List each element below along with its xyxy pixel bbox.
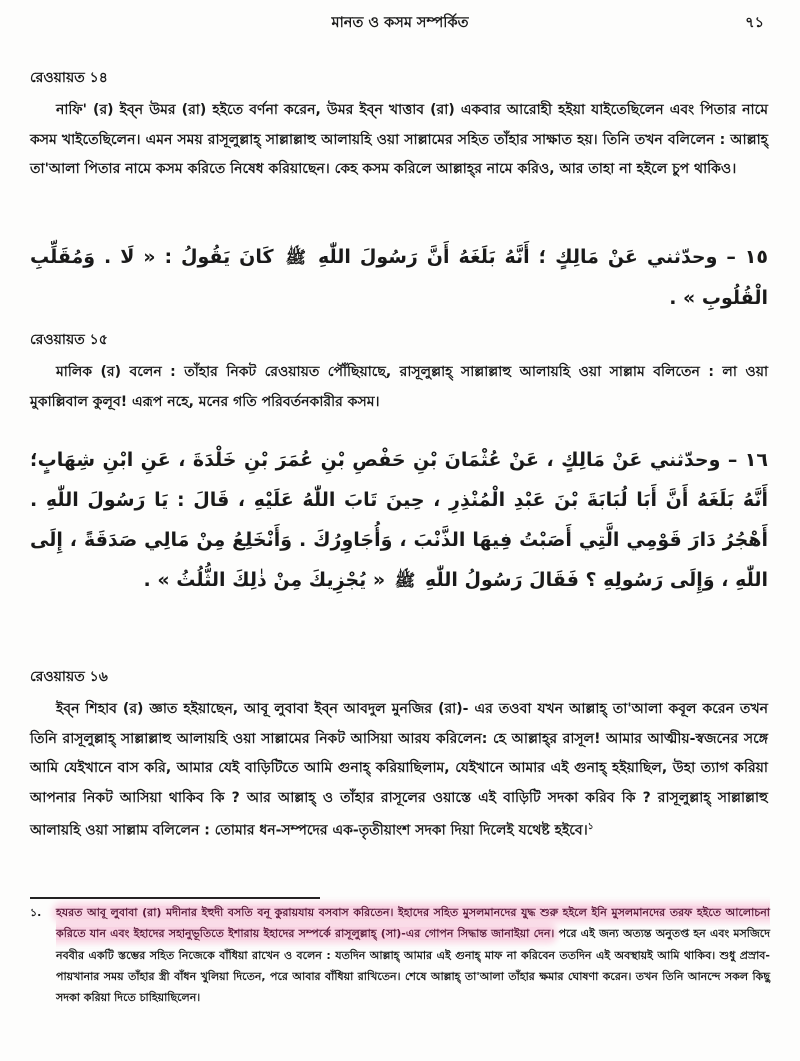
arabic-text: ١٥ – وحدّثني عَنْ مَالِكٍ ؛ أَنَّهُ بَلَغَهُ أَنَّ رَسُولَ اللّٰهِ <box>317 246 768 268</box>
paragraph-text: ইব্ন শিহাব (র) জ্ঞাত হইয়াছেন, আবূ লুবাবা ইব্ন আবদুল মুনজির (রা)- এর তওবা যখন আল্লাহ্ তা'আলা কবূল করেন তখন তিনি রাসূলুল্লাহ্ সাল্লাল্লাহু আলায়হি ওয়া সাল্লামের নিকট আসিয়া আরয করিলেন: হে আল্লাহ্‌র রাসূল! আমার আত্মীয়-স্বজনের সঙ্গে আমি যেইখানে বাস করি, আমার যেই বাড়িটিতে আমি গুনাহ্ করিয়াছিলাম, যেইখানে আমার এই গুনাহ্ হইয়াছিল, উহা ত্যাগ করিয়া আপনার নিকট আসিয়া থাকিব কি ? আর আল্লাহ্ ও তাঁহার রাসূলের ওয়াস্তে এই বাড়িটি সদকা করিব কি ? রাসূলুল্লাহ্ সাল্লাল্লাহু আলায়হি ওয়া সাল্লাম বলিলেন : তোমার ধন-সম্পদের এক-তৃতীয়াংশ সদকা দিয়া দিলেই যথেষ্ট হইবে। <box>30 701 768 839</box>
salawat-icon: ﷺ <box>285 248 307 268</box>
bengali-paragraph-16 <box>30 695 768 846</box>
bengali-paragraph-14: নাফি' (র) ইব্ন উমর (রা) হইতে বর্ণনা করেন, উমর ইব্ন খাত্তাব (রা) একবার আরোহী হইয়া যাইতেছিলেন এবং পিতার নামে কসম খাইতেছিলেন। এমন সময় রাসূলুল্লাহ্ সাল্লাল্লাহু আলায়হি ওয়া সাল্লামের সহিত তাঁহার সাক্ষাত হয়। তিনি তখন বলিলেন : আল্লাহ্ তা'আলা পিতার নামে কসম করিতে নিষেধ করিয়াছেন। কেহ কসম করিলে আল্লাহ্‌র নামে করিও, আর তাহা না হইলে চুপ থাকিও। <box>30 102 768 177</box>
footnote-body <box>56 902 770 1008</box>
highlighted-text: হযরত আবূ লুবাবা (রা) মদীনার ইহুদী বসতি বনূ কুরায়যায় বসবাস করিতেন। ইহাদের সহিত মুসলমানদের যুদ্ধ শুরু হইলে ইনি মুসলমানদের তরফ হইতে আলোচনা করিতে যান এবং ইহাদের সহানুভূতিতে ইশারায় ইহাদের সম্পর্কে রাসূলুল্লাহ্ (সা)-এর গোপন সিদ্ধান্ত জানাইয়া দেন। <box>56 906 770 941</box>
section-heading-15: রেওয়ায়ত ১৫ <box>30 332 108 348</box>
footnote-reference[interactable]: ১ <box>587 822 594 832</box>
page-number: ৭১ <box>745 15 764 31</box>
footnote-divider <box>30 897 320 899</box>
section-heading-16: রেওয়ায়ত ১৬ <box>30 669 108 685</box>
arabic-text: كَانَ يَقُولُ : « لَا . وَمُقَلِّبِ الْقُلُوبِ » . <box>30 246 768 309</box>
footnote-text: পরে এই জন্য অত্যন্ত অনুতপ্ত হন এবং মসজিদে নববীর একটি স্তম্ভের সহিত নিজেকে বাঁধিয়া রাখেন ও বলেন : যতদিন আল্লাহ্ আমার এই গুনাহ্ মাফ না করিবেন ততদিন এই অবস্থায়ই আমি থাকিব। শুধু প্রস্রাব-পায়খানার সময় তাঁহার স্ত্রী বাঁধন খুলিয়া দিতেন, পরে আবার বাঁধিয়া রাখিতেন। শেষে আল্লাহ্ তা'আলা তাঁহার ক্ষমার ঘোষণা করেন। তখন তিনি আনন্দে সকল কিছু সদকা করিয়া দিতে চাহিয়াছিলেন। <box>56 927 770 1005</box>
section-heading-14: রেওয়ায়ত ১৪ <box>30 70 108 86</box>
arabic-text: « يُجْزِيكَ مِنْ ذٰلِكَ الثُّلُثُ » . <box>143 569 386 591</box>
arabic-text: ١٦ – وحدّثني عَنْ مَالِكٍ ، عَنْ عُثْمَانَ بْنِ حَفْصِ بْنِ عُمَرَ بْنِ خَلْدَةَ ، عَنِ ابْنِ شِهَابٍ؛ أَنَّهُ بَلَغَهُ أَنَّ أَبَا لُبَابَةَ بْنَ عَبْدِ الْمُنْذِرِ ، حِينَ تَابَ اللّٰهُ عَلَيْهِ ، قَالَ : يَا رَسُولَ اللّٰهِ . أَهْجُرُ دَارَ قَوْمِي الَّتِي أَصَبْتُ فِيهَا الذَّنْبَ ، وَأُجَاوِرُكَ . وَأَنْخَلِعُ مِنْ مَالِي صَدَقَةً ، إِلَى اللّٰهِ ، وَإِلَى رَسُولِهِ ؟ فَقَالَ رَسُولُ اللّٰهِ <box>30 449 768 591</box>
salawat-icon: ﷺ <box>394 571 416 591</box>
arabic-hadith-16 <box>30 440 768 601</box>
footnote-number: ১. <box>30 906 42 919</box>
arabic-hadith-15 <box>30 237 768 318</box>
footnote <box>30 902 770 1008</box>
bengali-paragraph-15: মালিক (র) বলেন : তাঁহার নিকট রেওয়ায়ত পৌঁছিয়াছে, রাসূলুল্লাহ্ সাল্লাল্লাহু আলায়হি ওয়া সাল্লাম বলিতেন : লা ওয়া মুকাল্লিবাল কুলূব! এরূপ নহে, মনের গতি পরিবর্তনকারীর কসম। <box>30 364 768 410</box>
running-title: মানত ও কসম সম্পর্কিত <box>331 15 469 31</box>
